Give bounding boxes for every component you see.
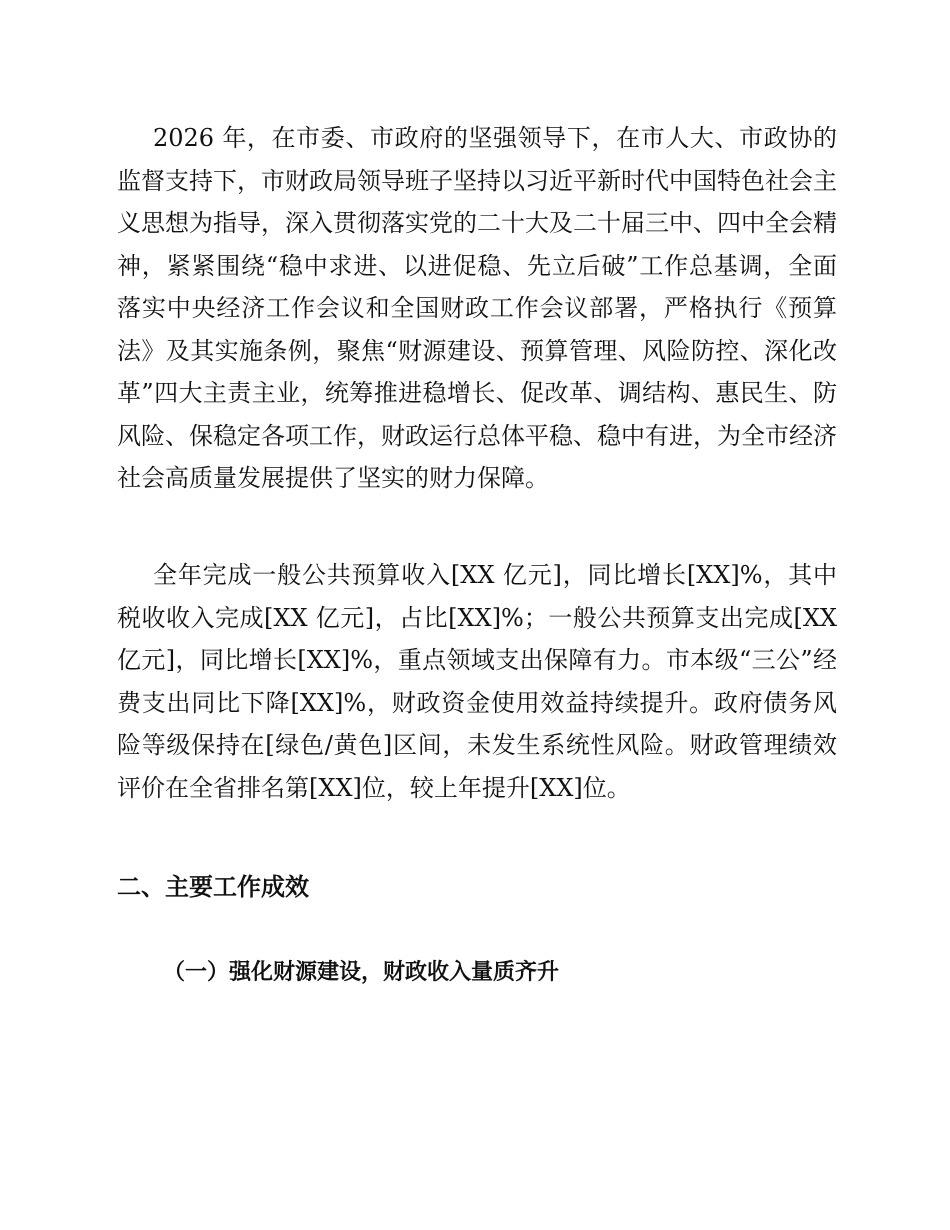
subsection-heading: （一）强化财源建设，财政收入量质齐升 <box>163 960 560 985</box>
section-heading: 二、主要工作成效 <box>117 873 309 901</box>
body-paragraph: 全年完成一般公共预算收入[XX 亿元]，同比增长[XX]%，其中税收收入完成[XX 亿元]，占比[XX]%；一般公共预算支出完成[XX 亿元]，同比增长[XX]%，重点领域支出保障有力。市本级“三公”经费支出同比下降[XX]%，财政资金使用效益持续提升。政府债务风险等级保持在[绿色/黄色]区间，未发生系统性风险。财政管理绩效评价在全省排名第[XX]位，较上年提升[XX]位。 <box>117 561 837 802</box>
body-paragraph: 2026 年，在市委、市政府的坚强领导下，在市人大、市政协的监督支持下，市财政局领导班子坚持以习近平新时代中国特色社会主义思想为指导，深入贯彻落实党的二十大及二十届三中、四中全会精神，紧紧围绕“稳中求进、以进促稳、先立后破”工作总基调，全面落实中央经济工作会议和全国财政工作会议部署，严格执行《预算法》及其实施条例，聚焦“财源建设、预算管理、风险防控、深化改革”四大主责主业，统筹推进稳增长、促改革、调结构、惠民生、防风险、保稳定各项工作，财政运行总体平稳、稳中有进，为全市经济社会高质量发展提供了坚实的财力保障。 <box>117 124 837 492</box>
